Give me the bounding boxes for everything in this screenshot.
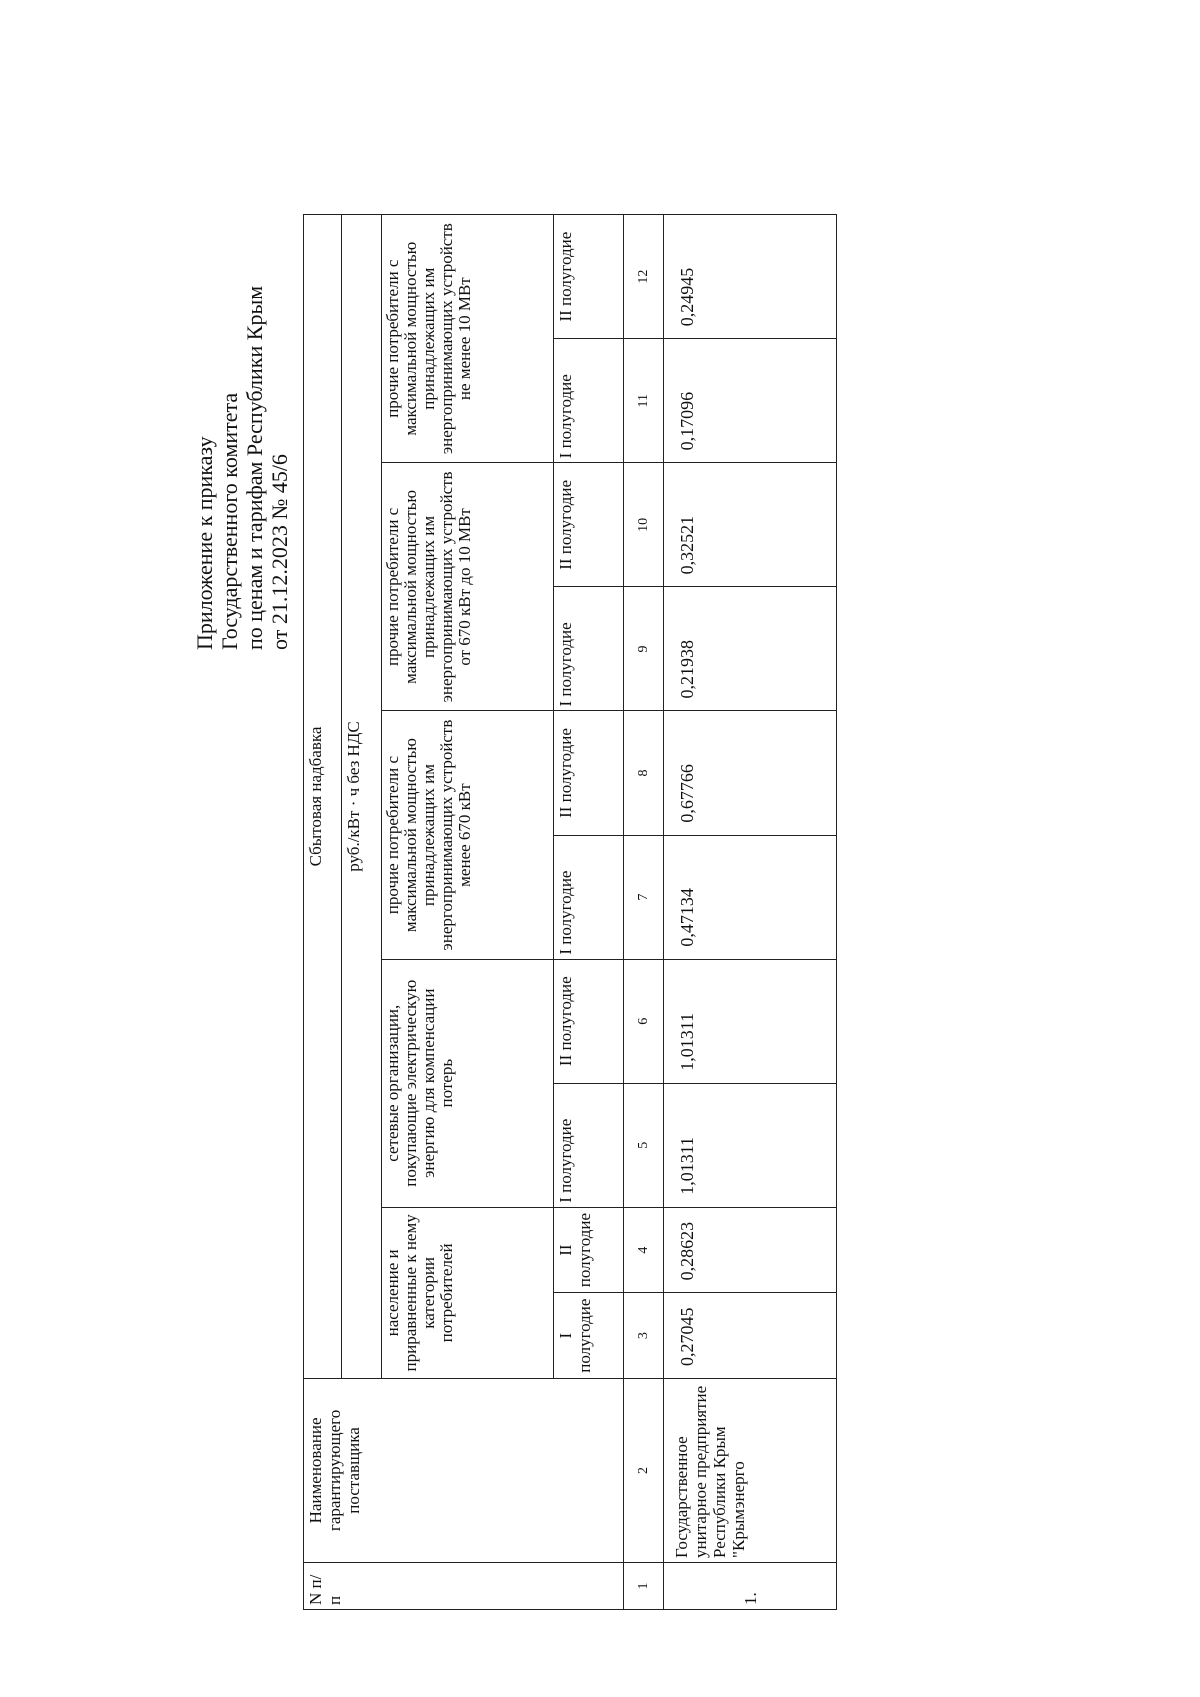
value-cell: 0,28623 <box>664 1207 837 1293</box>
index-cell: 4 <box>624 1207 664 1293</box>
index-cell: 2 <box>624 1378 664 1562</box>
half-1-col3: I полугодие <box>554 1293 624 1379</box>
index-cell: 8 <box>624 711 664 835</box>
tariff-table-rotated <box>303 214 836 1610</box>
half-2-col4: II полугодие <box>554 1207 624 1293</box>
value-cell: 0,17096 <box>664 339 837 463</box>
header-col-num: N п/ п <box>304 1562 624 1609</box>
header-line-3: по ценам и тарифам Республики Крым <box>242 285 267 650</box>
index-cell: 10 <box>624 463 664 587</box>
index-cell: 9 <box>624 587 664 711</box>
value-cell: 0,47134 <box>664 835 837 959</box>
index-cell: 11 <box>624 339 664 463</box>
value-cell: 1,01311 <box>664 1083 837 1207</box>
half-2-col6: II полугодие <box>554 959 624 1083</box>
index-cell: 3 <box>624 1293 664 1379</box>
half-1-col5: I полугодие <box>554 1083 624 1207</box>
index-cell: 12 <box>624 215 664 339</box>
index-cell: 5 <box>624 1083 664 1207</box>
header-line-1: Приложение к приказу <box>192 436 217 650</box>
row-supplier-name: Государственное унитарное предприятие Республики Крым "Крымэнерго <box>664 1378 837 1562</box>
half-1-col9: I полугодие <box>554 587 624 711</box>
header-col-name: Наименование гарантирующего поставщика <box>304 1378 624 1562</box>
index-row <box>624 215 664 1610</box>
value-cell: 0,21938 <box>664 587 837 711</box>
half-2-col12: II полугодие <box>554 215 624 339</box>
half-2-col10: II полугодие <box>554 463 624 587</box>
document-header <box>142 0 292 650</box>
group-grid-organizations: сетевые организации, покупающие электрическую энергию для компенсации потерь <box>382 959 554 1207</box>
half-1-col11: I полугодие <box>554 339 624 463</box>
value-cell: 0,24945 <box>664 215 837 339</box>
group-population: население и приравненные к нему категории потребителей <box>382 1207 554 1378</box>
half-2-col8: II полугодие <box>554 711 624 835</box>
half-1-col7: I полугодие <box>554 835 624 959</box>
group-other-over-10mw: прочие потребители с максимальной мощностью принадлежащих им энергопринимающих устройств не менее 10 МВт <box>382 215 554 463</box>
header-unit: руб./кВт · ч без НДС <box>342 215 382 1379</box>
row-num: 1. <box>664 1562 837 1609</box>
value-cell: 0,27045 <box>664 1293 837 1379</box>
index-cell: 1 <box>624 1562 664 1609</box>
table-row <box>664 215 837 1610</box>
header-line-2: Государственного комитета <box>217 392 242 650</box>
index-cell: 6 <box>624 959 664 1083</box>
header-col-markup: Сбытовая надбавка <box>304 215 342 1379</box>
index-cell: 7 <box>624 835 664 959</box>
group-other-under-670kw: прочие потребители с максимальной мощностью принадлежащих им энергопринимающих устройств менее 670 кВт <box>382 711 554 959</box>
group-other-670kw-10mw: прочие потребители с максимальной мощностью принадлежащих им энергопринимающих устройств от 670 кВт до 10 МВт <box>382 463 554 711</box>
tariff-table <box>303 214 837 1610</box>
value-cell: 0,67766 <box>664 711 837 835</box>
header-line-4: от 21.12.2023 № 45/6 <box>267 454 292 650</box>
value-cell: 1,01311 <box>664 959 837 1083</box>
header-text-block <box>192 150 292 650</box>
value-cell: 0,32521 <box>664 463 837 587</box>
